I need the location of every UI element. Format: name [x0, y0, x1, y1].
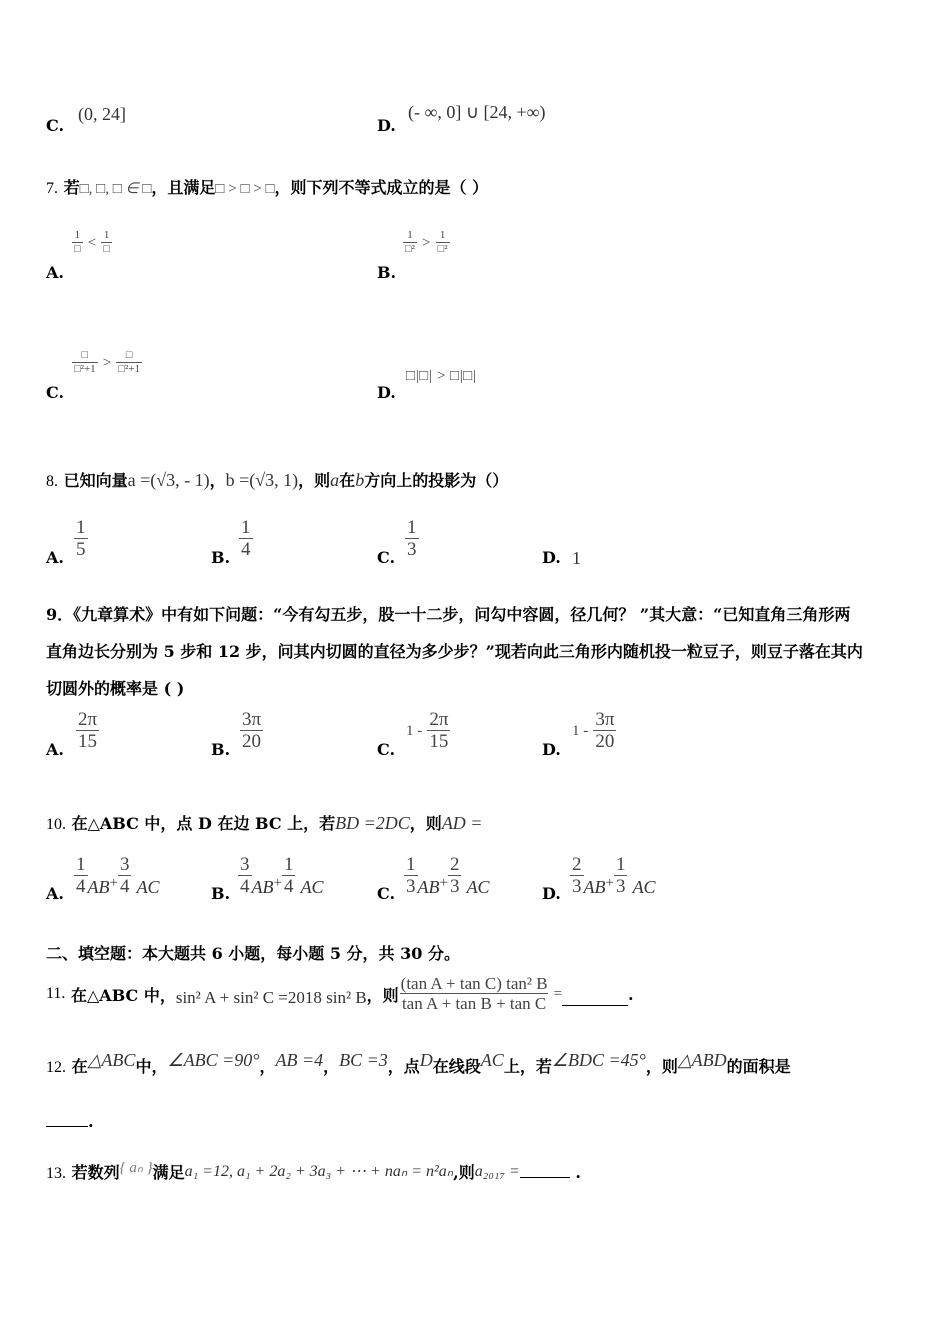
- q12-cond-3: BC =3: [339, 1050, 388, 1070]
- q10-b-coef-1: $\frac{3}{4}$: [240, 854, 250, 897]
- q7-text-c: ，则下列不等式成立的是（ ）: [274, 178, 489, 197]
- q8-option-a-frac: $\frac{1}{5}$: [76, 517, 86, 560]
- q9-option-d-frac: $\frac{3\pi}{20}$: [595, 709, 615, 752]
- q10-ask: AD =: [441, 813, 483, 833]
- q12-stem: [46, 1050, 791, 1077]
- q9-option-a-frac: $\frac{2\pi}{15}$: [78, 709, 98, 752]
- q8-comma: ，: [209, 471, 226, 490]
- q13-text-a: 若数列: [71, 1163, 120, 1182]
- q8-stem: [46, 468, 508, 491]
- q12-point-d: D: [419, 1050, 433, 1070]
- q8-option-c-frac: $\frac{1}{3}$: [407, 517, 417, 560]
- q10-option-b-label: B.: [211, 884, 231, 903]
- q7-option-b-expr: $\frac{1}{\text{□²}}$ > $\frac{1}{\text{□²}}$: [405, 229, 448, 255]
- q9-option-c-expr: 1 - $\frac{2\pi}{15}$: [406, 709, 449, 752]
- q10-option-c-expr: $\frac{1}{3}$ AB+ $\frac{2}{3}$ AC: [406, 854, 490, 897]
- q12-text-e: 上，若: [503, 1057, 552, 1076]
- q13-number: 13.: [46, 1165, 66, 1182]
- q7-text-a: 若: [63, 178, 80, 197]
- q7-number: 7.: [46, 180, 58, 197]
- q10-option-b-expr: $\frac{3}{4}$ AB+ $\frac{1}{4}$ AC: [240, 854, 324, 897]
- q12-cond-2: AB =4: [275, 1050, 324, 1070]
- q12-segment-ac: AC: [480, 1050, 504, 1070]
- q10-option-a-label: A.: [46, 884, 64, 903]
- q7-a-frac-left: $\frac{1}{□}$: [74, 229, 81, 255]
- q7-option-d-label: D.: [377, 383, 396, 402]
- q7-b-frac-right: $\frac{1}{\text{□²}}$: [437, 229, 448, 255]
- q10-option-d-expr: $\frac{2}{3}$ AB+ $\frac{1}{3}$ AC: [572, 854, 656, 897]
- q10-stem: [46, 811, 482, 834]
- q8-text-c: 在: [339, 471, 356, 490]
- q12-text-g: 的面积是: [726, 1057, 791, 1076]
- q10-d-coef-1: $\frac{2}{3}$: [572, 854, 582, 897]
- q11-text-a: 在△ABC 中，: [70, 985, 176, 1005]
- q9-option-d-expr: 1 - $\frac{3\pi}{20}$: [572, 709, 615, 752]
- q9-line-2: 直角边长分别为 5 步和 12 步，问其内切圆的直径为多少步？”现若向此三角形内随机投一粒豆子，则豆子落在其内: [46, 642, 863, 661]
- q11-number: 11.: [46, 985, 66, 1002]
- q12-text-f: ，则: [645, 1057, 678, 1076]
- q6-option-d-expr: (- ∞, 0] ∪ [24, +∞): [408, 102, 546, 122]
- q8-option-b-frac: $\frac{1}{4}$: [241, 517, 251, 560]
- q13-end: .: [575, 1163, 581, 1182]
- q13-text-c: ,则: [453, 1163, 475, 1182]
- q8-option-d-label: D.: [542, 548, 561, 567]
- q10-c-coef-1: $\frac{1}{3}$: [406, 854, 416, 897]
- q12-sep-2: ，: [323, 1057, 340, 1076]
- q10-a-coef-2: $\frac{3}{4}$: [119, 854, 130, 897]
- q7-c-frac-right: $\frac{□}{\text{□²+1}}$: [118, 349, 140, 375]
- q11-fraction: $\frac{\text{(tan A + tan C) tan² B}}{\text{tan A + tan B + tan C}}$: [400, 973, 548, 1013]
- q7-cond2: □ > □ > □: [215, 181, 275, 197]
- q11-answer-blank[interactable]: [562, 991, 628, 1006]
- q8-option-c-label: C.: [377, 548, 396, 567]
- q7-stem: [46, 175, 488, 198]
- q9-stem: [46, 596, 908, 707]
- q10-b-coef-2: $\frac{1}{4}$: [283, 854, 294, 897]
- q12-triangle: △ABC: [87, 1050, 136, 1070]
- q12-triangle-abd: △ABD: [677, 1050, 727, 1070]
- q8-vector-a: a =(√3, - 1): [127, 470, 210, 490]
- q11-text-b: ，则: [366, 985, 399, 1005]
- q9-line-3: 切圆外的概率是 ( ): [46, 679, 185, 698]
- q10-d-coef-2: $\frac{1}{3}$: [615, 854, 626, 897]
- q7-option-a-expr: $\frac{1}{□}$ < $\frac{1}{□}$: [74, 229, 110, 255]
- q6-option-d-label: D.: [377, 116, 396, 135]
- q7-option-b-label: B.: [377, 263, 397, 282]
- q10-a-coef-1: $\frac{1}{4}$: [76, 854, 86, 897]
- q8-b: b: [355, 470, 365, 490]
- q10-number: 10.: [46, 816, 66, 833]
- q12-cond-1: ∠ABC =90°: [167, 1050, 260, 1070]
- q7-option-c-label: C.: [46, 383, 65, 402]
- q9-option-d-label: D.: [542, 740, 561, 759]
- q12-cond-4: ∠BDC =45°: [551, 1050, 646, 1070]
- section-2-heading: 二、填空题：本大题共 6 小题，每小题 5 分，共 30 分。: [46, 944, 460, 963]
- q8-option-d-value: 1: [572, 548, 581, 568]
- q13-sequence: { aₙ }: [119, 1160, 153, 1176]
- q8-a: a: [330, 470, 340, 490]
- q13-stem: [46, 1158, 581, 1183]
- q8-option-a-label: A.: [46, 548, 64, 567]
- q10-text-a: 在△ABC 中，点 D 在边 BC 上，若: [71, 814, 336, 833]
- q13-ask: a₂₀₁₇ =: [474, 1163, 520, 1180]
- q7-option-a-label: A.: [46, 263, 64, 282]
- q8-text-a: 已知向量: [63, 471, 128, 490]
- q8-text-b: ，则: [298, 471, 331, 490]
- q7-option-d-expr: □|□| > □|□|: [406, 368, 477, 384]
- q7-a-frac-right: $\frac{1}{□}$: [103, 229, 110, 255]
- q7-option-c-expr: $\frac{□}{\text{□²+1}}$ > $\frac{□}{\text{□²+1}}$: [74, 349, 140, 375]
- q8-number: 8.: [46, 473, 58, 490]
- q12-text-c: ，点: [387, 1057, 420, 1076]
- q9-option-a-label: A.: [46, 740, 64, 759]
- q10-condition: BD =2DC: [335, 813, 410, 833]
- q9-option-b-label: B.: [211, 740, 231, 759]
- q12-answer-line: [46, 1112, 94, 1131]
- q11-condition: sin² A + sin² C =2018 sin² B: [175, 988, 367, 1007]
- q9-option-c-label: C.: [377, 740, 396, 759]
- q10-option-a-expr: $\frac{1}{4}$ AB+ $\frac{3}{4}$ AC: [76, 854, 160, 897]
- q10-text-b: ，则: [409, 814, 442, 833]
- q10-c-coef-2: $\frac{2}{3}$: [449, 854, 460, 897]
- q7-b-frac-left: $\frac{1}{\text{□²}}$: [405, 229, 415, 255]
- q12-number: 12.: [46, 1059, 66, 1076]
- q8-text-d: 方向上的投影为（）: [364, 471, 509, 490]
- q7-cond1: □, □, □ ∈ □: [79, 181, 152, 197]
- q13-cond-1: a₁ =12: [184, 1163, 229, 1180]
- q9-line-1: 9．《九章算术》中有如下问题：“今有勾五步，股一十二步，问勾中容圆，径几何？ ”其大意：“已知直角三角形两: [46, 605, 851, 624]
- q11-stem: [46, 966, 634, 1022]
- q6-option-c-label: C.: [46, 116, 65, 135]
- q7-c-frac-left: $\frac{□}{\text{□²+1}}$: [74, 349, 96, 375]
- q12-text-d: 在线段: [432, 1057, 481, 1076]
- q6-option-c-expr: (0, 24]: [78, 104, 126, 124]
- q9-option-c-frac: $\frac{2\pi}{15}$: [429, 709, 449, 752]
- q13-answer-blank[interactable]: [520, 1163, 570, 1178]
- q10-option-c-label: C.: [377, 884, 396, 903]
- q10-option-d-label: D.: [542, 884, 561, 903]
- q12-sep-1: ，: [259, 1057, 276, 1076]
- q7-text-b: ，且满足: [151, 178, 216, 197]
- q12-text-a: 在: [71, 1057, 88, 1076]
- q12-answer-blank[interactable]: [46, 1112, 88, 1127]
- q11-equals: =: [553, 985, 563, 1002]
- q12-end: .: [88, 1112, 94, 1131]
- q13-text-b: 满足: [152, 1163, 185, 1182]
- q11-end: .: [628, 984, 634, 1004]
- q8-vector-b: b =(√3, 1): [225, 470, 299, 490]
- q13-cond-2: , a₁ + 2a₂ + 3a₃ + ⋯ + naₙ = n²aₙ: [228, 1163, 454, 1180]
- q9-option-b-frac: $\frac{3\pi}{20}$: [242, 709, 262, 752]
- q8-option-b-label: B.: [211, 548, 231, 567]
- q12-text-b: 中，: [135, 1057, 168, 1076]
